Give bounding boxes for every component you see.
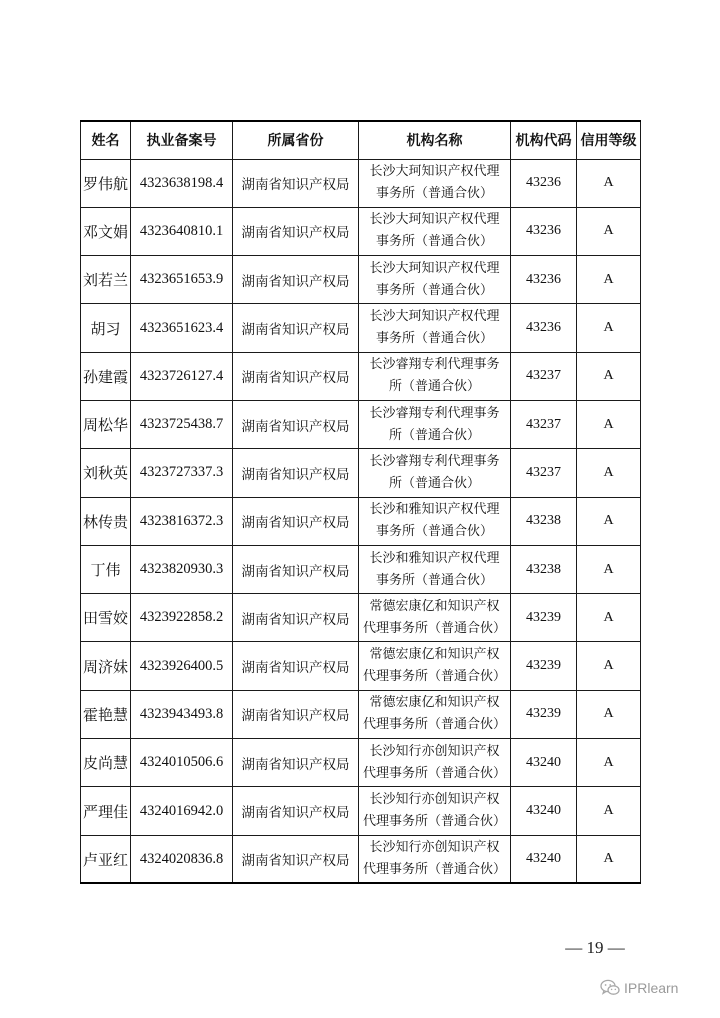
table-row bbox=[81, 449, 641, 497]
organization-line: 事务所（普通合伙） bbox=[375, 524, 493, 540]
organization-line: 所（普通合伙） bbox=[388, 379, 480, 395]
cell-province: 湖南省知识产权局 bbox=[233, 304, 359, 352]
table-header-row bbox=[81, 121, 641, 159]
table-row bbox=[81, 207, 641, 255]
cell-name: 卢亚红 bbox=[81, 835, 131, 883]
cell-organization bbox=[359, 545, 511, 593]
cell-organization bbox=[359, 400, 511, 448]
table-row bbox=[81, 690, 641, 738]
cell-province: 湖南省知识产权局 bbox=[233, 497, 359, 545]
cell-registration-number: 4323638198.4 bbox=[131, 159, 233, 207]
cell-province: 湖南省知识产权局 bbox=[233, 449, 359, 497]
organization-line: 代理事务所（普通合伙） bbox=[362, 620, 506, 636]
organization-line: 长沙大珂知识产权代理 bbox=[369, 164, 500, 180]
cell-registration-number: 4323727337.3 bbox=[131, 449, 233, 497]
cell-province: 湖南省知识产权局 bbox=[233, 835, 359, 883]
header-credit-grade: 信用等级 bbox=[577, 121, 641, 159]
organization-line: 事务所（普通合伙） bbox=[375, 331, 493, 347]
cell-org-code: 43239 bbox=[511, 690, 577, 738]
cell-credit-grade: A bbox=[577, 449, 641, 497]
table-row bbox=[81, 787, 641, 835]
organization-line: 所（普通合伙） bbox=[388, 475, 480, 491]
cell-province: 湖南省知识产权局 bbox=[233, 400, 359, 448]
table-row bbox=[81, 497, 641, 545]
cell-name: 罗伟航 bbox=[81, 159, 131, 207]
cell-name: 林传贵 bbox=[81, 497, 131, 545]
cell-registration-number: 4324016942.0 bbox=[131, 787, 233, 835]
organization-line: 代理事务所（普通合伙） bbox=[362, 862, 506, 878]
cell-organization bbox=[359, 304, 511, 352]
agent-credit-table bbox=[80, 120, 641, 884]
table-row bbox=[81, 159, 641, 207]
cell-org-code: 43239 bbox=[511, 642, 577, 690]
organization-line: 长沙大珂知识产权代理 bbox=[369, 212, 500, 228]
cell-org-code: 43237 bbox=[511, 352, 577, 400]
table-row bbox=[81, 256, 641, 304]
table-row bbox=[81, 545, 641, 593]
cell-organization bbox=[359, 642, 511, 690]
cell-org-code: 43237 bbox=[511, 400, 577, 448]
cell-name: 周松华 bbox=[81, 400, 131, 448]
cell-name: 严理佳 bbox=[81, 787, 131, 835]
page-number: — 19 — bbox=[565, 938, 625, 957]
wechat-icon bbox=[600, 979, 620, 996]
organization-line: 长沙大珂知识产权代理 bbox=[369, 260, 500, 276]
cell-registration-number: 4323816372.3 bbox=[131, 497, 233, 545]
cell-org-code: 43236 bbox=[511, 304, 577, 352]
organization-line: 事务所（普通合伙） bbox=[375, 282, 493, 298]
cell-credit-grade: A bbox=[577, 642, 641, 690]
cell-name: 孙建霞 bbox=[81, 352, 131, 400]
cell-org-code: 43236 bbox=[511, 159, 577, 207]
organization-line: 长沙大珂知识产权代理 bbox=[369, 309, 500, 325]
organization-line: 代理事务所（普通合伙） bbox=[362, 814, 506, 829]
cell-registration-number: 4323725438.7 bbox=[131, 400, 233, 448]
cell-name: 邓文娟 bbox=[81, 207, 131, 255]
table-row bbox=[81, 642, 641, 690]
cell-name: 周济妹 bbox=[81, 642, 131, 690]
cell-org-code: 43236 bbox=[511, 256, 577, 304]
table-row bbox=[81, 304, 641, 352]
cell-organization bbox=[359, 690, 511, 738]
organization-line: 代理事务所（普通合伙） bbox=[362, 765, 506, 781]
organization-line: 长沙睿翔专利代理事务 bbox=[369, 405, 500, 421]
cell-organization bbox=[359, 739, 511, 787]
cell-registration-number: 4323926400.5 bbox=[131, 642, 233, 690]
organization-line: 长沙睿翔专利代理事务 bbox=[369, 357, 500, 373]
cell-name: 胡习 bbox=[81, 304, 131, 352]
cell-province: 湖南省知识产权局 bbox=[233, 594, 359, 642]
cell-org-code: 43240 bbox=[511, 835, 577, 883]
cell-name: 皮尚慧 bbox=[81, 739, 131, 787]
cell-credit-grade: A bbox=[577, 256, 641, 304]
organization-line: 长沙和雅知识产权代理 bbox=[369, 502, 500, 518]
cell-name: 田雪姣 bbox=[81, 594, 131, 642]
cell-credit-grade: A bbox=[577, 545, 641, 593]
cell-registration-number: 4323820930.3 bbox=[131, 545, 233, 593]
header-org-code: 机构代码 bbox=[511, 121, 577, 159]
cell-organization bbox=[359, 159, 511, 207]
table-row bbox=[81, 835, 641, 883]
cell-credit-grade: A bbox=[577, 739, 641, 787]
cell-name: 刘秋英 bbox=[81, 449, 131, 497]
cell-credit-grade: A bbox=[577, 352, 641, 400]
watermark bbox=[600, 979, 678, 996]
table-body bbox=[81, 159, 641, 883]
cell-credit-grade: A bbox=[577, 835, 641, 883]
cell-organization bbox=[359, 207, 511, 255]
header-name: 姓名 bbox=[81, 121, 131, 159]
cell-org-code: 43240 bbox=[511, 787, 577, 835]
cell-org-code: 43239 bbox=[511, 594, 577, 642]
organization-line: 事务所（普通合伙） bbox=[375, 572, 493, 588]
cell-registration-number: 4324020836.8 bbox=[131, 835, 233, 883]
cell-registration-number: 4323651653.9 bbox=[131, 256, 233, 304]
cell-name: 霍艳慧 bbox=[81, 690, 131, 738]
organization-line: 长沙知行亦创知识产权 bbox=[369, 743, 500, 759]
cell-province: 湖南省知识产权局 bbox=[233, 159, 359, 207]
header-registration-number: 执业备案号 bbox=[131, 121, 233, 159]
organization-line: 常德宏康亿和知识产权 bbox=[369, 647, 500, 663]
cell-credit-grade: A bbox=[577, 787, 641, 835]
cell-province: 湖南省知识产权局 bbox=[233, 256, 359, 304]
cell-org-code: 43238 bbox=[511, 545, 577, 593]
organization-line: 代理事务所（普通合伙） bbox=[362, 669, 506, 685]
cell-name: 刘若兰 bbox=[81, 256, 131, 304]
cell-organization bbox=[359, 352, 511, 400]
cell-org-code: 43236 bbox=[511, 207, 577, 255]
cell-province: 湖南省知识产权局 bbox=[233, 207, 359, 255]
cell-name: 丁伟 bbox=[81, 545, 131, 593]
cell-province: 湖南省知识产权局 bbox=[233, 787, 359, 835]
cell-credit-grade: A bbox=[577, 207, 641, 255]
cell-credit-grade: A bbox=[577, 159, 641, 207]
organization-line: 长沙知行亦创知识产权 bbox=[369, 792, 500, 807]
cell-credit-grade: A bbox=[577, 497, 641, 545]
organization-line: 长沙和雅知识产权代理 bbox=[369, 550, 500, 566]
watermark-text: IPRlearn bbox=[624, 979, 679, 996]
cell-province: 湖南省知识产权局 bbox=[233, 352, 359, 400]
organization-line: 长沙知行亦创知识产权 bbox=[369, 840, 500, 856]
organization-line: 常德宏康亿和知识产权 bbox=[369, 598, 500, 614]
cell-org-code: 43240 bbox=[511, 739, 577, 787]
cell-registration-number: 4324010506.6 bbox=[131, 739, 233, 787]
cell-province: 湖南省知识产权局 bbox=[233, 642, 359, 690]
cell-organization bbox=[359, 449, 511, 497]
cell-org-code: 43237 bbox=[511, 449, 577, 497]
cell-province: 湖南省知识产权局 bbox=[233, 545, 359, 593]
cell-org-code: 43238 bbox=[511, 497, 577, 545]
cell-registration-number: 4323651623.4 bbox=[131, 304, 233, 352]
cell-organization bbox=[359, 594, 511, 642]
cell-credit-grade: A bbox=[577, 400, 641, 448]
organization-line: 事务所（普通合伙） bbox=[375, 186, 493, 202]
cell-organization bbox=[359, 256, 511, 304]
cell-organization bbox=[359, 787, 511, 835]
header-organization: 机构名称 bbox=[359, 121, 511, 159]
table-row bbox=[81, 594, 641, 642]
cell-organization bbox=[359, 497, 511, 545]
cell-credit-grade: A bbox=[577, 304, 641, 352]
header-province: 所属省份 bbox=[233, 121, 359, 159]
table-row bbox=[81, 739, 641, 787]
organization-line: 事务所（普通合伙） bbox=[375, 234, 493, 250]
cell-registration-number: 4323943493.8 bbox=[131, 690, 233, 738]
cell-credit-grade: A bbox=[577, 594, 641, 642]
table-row bbox=[81, 400, 641, 448]
organization-line: 所（普通合伙） bbox=[388, 427, 480, 443]
cell-credit-grade: A bbox=[577, 690, 641, 738]
cell-province: 湖南省知识产权局 bbox=[233, 690, 359, 738]
cell-registration-number: 4323640810.1 bbox=[131, 207, 233, 255]
cell-registration-number: 4323726127.4 bbox=[131, 352, 233, 400]
table-row bbox=[81, 352, 641, 400]
cell-organization bbox=[359, 835, 511, 883]
organization-line: 常德宏康亿和知识产权 bbox=[369, 695, 500, 711]
cell-registration-number: 4323922858.2 bbox=[131, 594, 233, 642]
organization-line: 长沙睿翔专利代理事务 bbox=[369, 453, 500, 469]
organization-line: 代理事务所（普通合伙） bbox=[362, 717, 506, 733]
cell-province: 湖南省知识产权局 bbox=[233, 739, 359, 787]
